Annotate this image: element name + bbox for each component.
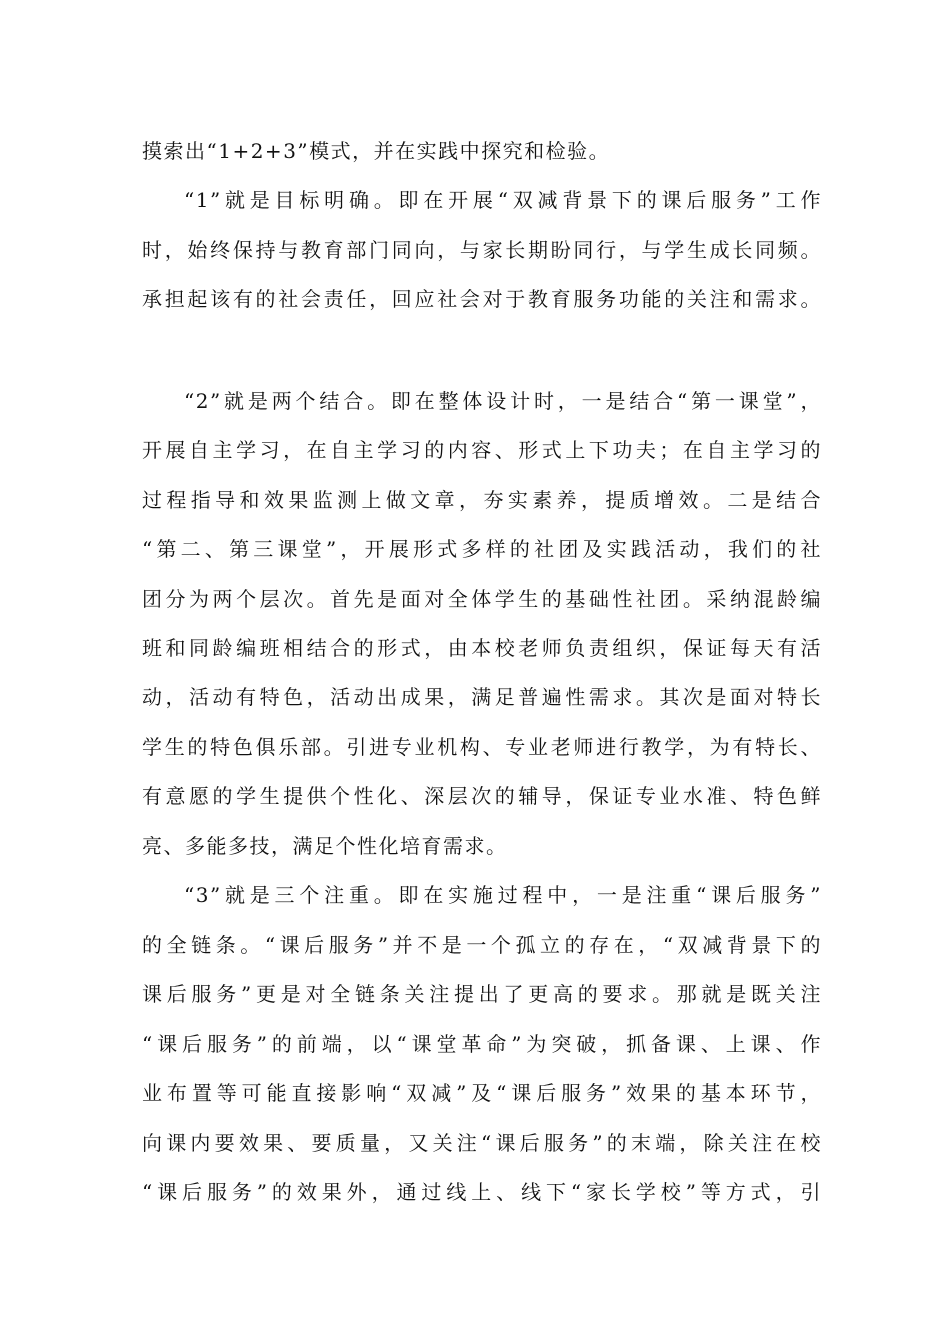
paragraph-line: 动，活动有特色，活动出成果，满足普遍性需求。其次是面对特长: [142, 685, 822, 709]
paragraph-line: 摸索出“1+2+3”模式，并在实践中探究和检验。: [142, 139, 611, 163]
paragraph-line: “课后服务”的效果外，通过线上、线下“家长学校”等方式，引: [142, 1180, 822, 1204]
paragraph-line: 亮、多能多技，满足个性化培育需求。: [142, 834, 508, 858]
paragraph-line: 班和同龄编班相结合的形式，由本校老师负责组织，保证每天有活: [142, 636, 822, 660]
paragraph-line: 向课内要效果、要质量，又关注“课后服务”的末端，除关注在校: [142, 1131, 822, 1155]
paragraph-line: 承担起该有的社会责任，回应社会对于教育服务功能的关注和需求。: [142, 287, 822, 311]
paragraph-line: 过程指导和效果监测上做文章，夯实素养，提质增效。二是结合: [142, 488, 822, 512]
paragraph-line: “课后服务”的前端，以“课堂革命”为突破，抓备课、上课、作: [142, 1032, 822, 1056]
paragraph-line: “3”就是三个注重。即在实施过程中，一是注重“课后服务”: [184, 883, 822, 907]
paragraph-line: “1”就是目标明确。即在开展“双减背景下的课后服务”工作: [184, 188, 822, 212]
paragraph-line: 团分为两个层次。首先是面对全体学生的基础性社团。采纳混龄编: [142, 587, 822, 611]
paragraph-line: 的全链条。“课后服务”并不是一个孤立的存在，“双减背景下的: [142, 933, 822, 957]
paragraph-line: 有意愿的学生提供个性化、深层次的辅导，保证专业水准、特色鲜: [142, 784, 822, 808]
paragraph-line: 开展自主学习，在自主学习的内容、形式上下功夫；在自主学习的: [142, 438, 822, 462]
paragraph-line: “2”就是两个结合。即在整体设计时，一是结合“第一课堂”，: [184, 389, 822, 413]
paragraph-line: 学生的特色俱乐部。引进专业机构、专业老师进行教学，为有特长、: [142, 735, 822, 759]
paragraph-line: 课后服务”更是对全链条关注提出了更高的要求。那就是既关注: [142, 982, 822, 1006]
paragraph-line: 时，始终保持与教育部门同向，与家长期盼同行，与学生成长同频。: [142, 238, 822, 262]
paragraph-line: “第二、第三课堂”，开展形式多样的社团及实践活动，我们的社: [142, 537, 822, 561]
paragraph-line: 业布置等可能直接影响“双减”及“课后服务”效果的基本环节，: [142, 1081, 822, 1105]
